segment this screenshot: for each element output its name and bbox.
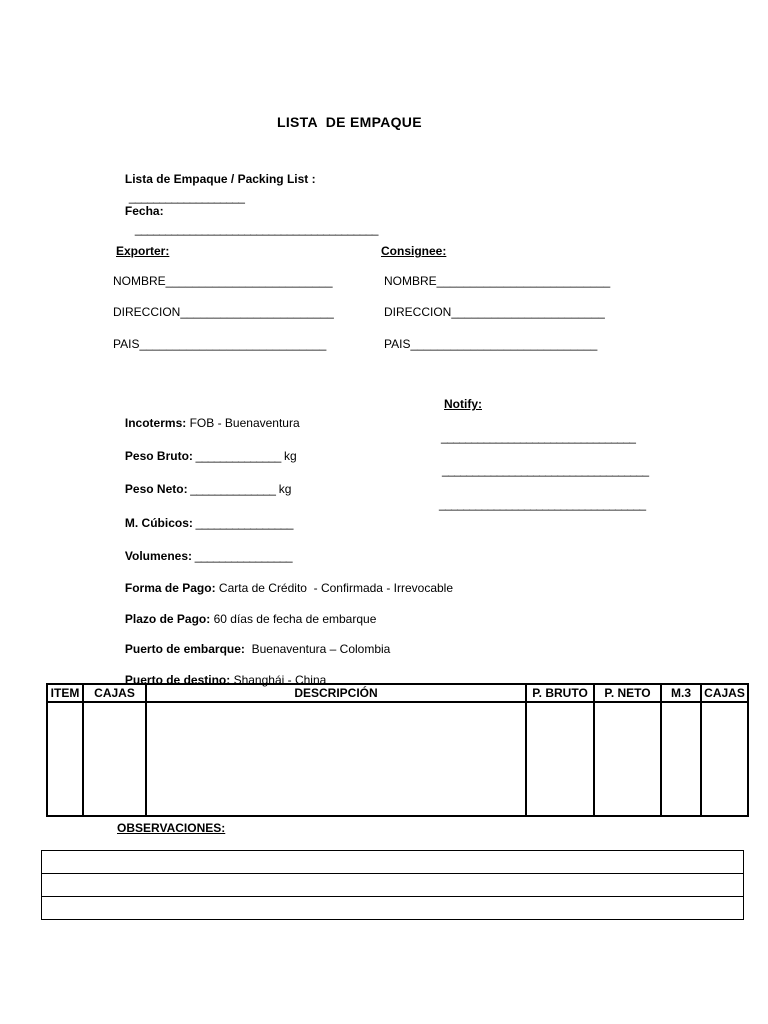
cell-descripcion[interactable] — [146, 702, 526, 816]
cell-cajas[interactable] — [83, 702, 146, 816]
header-cajas: CAJAS — [83, 684, 146, 702]
peso-neto-blank: ______________ — [187, 482, 276, 496]
puerto-embarque-label: Puerto de embarque: — [124, 642, 245, 656]
forma-pago-value: Carta de Crédito - Confirmada - Irrevocable — [215, 581, 454, 595]
consignee-heading: Consignee: — [381, 244, 447, 258]
volumenes-label: Volumenes: — [124, 549, 193, 563]
incoterms-value: FOB - Buenaventura — [186, 416, 300, 430]
fecha-field — [116, 184, 378, 238]
peso-neto-unit: kg — [275, 482, 292, 496]
puerto-destino-value: Shanghái - China — [230, 673, 327, 687]
cell-p-neto[interactable] — [594, 702, 661, 816]
peso-bruto-blank: ______________ — [192, 449, 281, 463]
peso-bruto-field — [116, 429, 297, 465]
notify-line-2: __________________________________ — [442, 463, 649, 477]
packing-list-blank: ___________________ — [128, 190, 245, 204]
header-cajas-2: CAJAS — [701, 684, 748, 702]
exporter-heading: Exporter: — [116, 244, 170, 258]
incoterms-label: Incoterms: — [124, 416, 187, 430]
peso-neto-field — [116, 462, 291, 498]
cell-p-bruto[interactable] — [526, 702, 594, 816]
items-table-header — [47, 684, 748, 702]
exporter-nombre: NOMBRE_________________________ — [113, 274, 333, 288]
fecha-label: Fecha: — [124, 204, 164, 218]
table-row — [47, 702, 748, 816]
puerto-destino-label: Puerto de destino: — [124, 673, 231, 687]
header-item: ITEM — [47, 684, 83, 702]
cell-m3[interactable] — [661, 702, 701, 816]
m-cubicos-field — [116, 496, 293, 532]
m-cubicos-label: M. Cúbicos: — [124, 516, 193, 530]
consignee-nombre: NOMBRE__________________________ — [384, 274, 611, 288]
incoterms-field — [116, 396, 300, 432]
exporter-direccion: DIRECCION_______________________ — [113, 305, 334, 319]
peso-bruto-label: Peso Bruto: — [124, 449, 193, 463]
header-p-bruto: P. BRUTO — [526, 684, 594, 702]
header-m3: M.3 — [661, 684, 701, 702]
observaciones-line[interactable] — [42, 874, 743, 897]
plazo-pago-value: 60 días de fecha de embarque — [210, 612, 377, 626]
fecha-blank: ________________________________________ — [134, 222, 378, 236]
observaciones-heading: OBSERVACIONES: — [117, 821, 226, 835]
observaciones-line[interactable] — [42, 851, 743, 874]
volumenes-field — [116, 529, 292, 565]
m-cubicos-blank: ________________ — [192, 516, 293, 530]
header-p-neto: P. NETO — [594, 684, 661, 702]
peso-bruto-unit: kg — [280, 449, 297, 463]
exporter-pais: PAIS____________________________ — [113, 337, 327, 351]
packing-list-label: Lista de Empaque / Packing List : — [124, 172, 316, 186]
items-table — [46, 683, 749, 817]
observaciones-box — [41, 850, 744, 920]
observaciones-line[interactable] — [42, 897, 743, 920]
volumenes-blank: ________________ — [192, 549, 292, 563]
puerto-embarque-value: Buenaventura – Colombia — [244, 642, 391, 656]
consignee-direccion: DIRECCION_______________________ — [384, 305, 605, 319]
peso-neto-label: Peso Neto: — [124, 482, 188, 496]
consignee-pais: PAIS____________________________ — [384, 337, 598, 351]
page-title: LISTA DE EMPAQUE — [277, 114, 422, 130]
plazo-pago-label: Plazo de Pago: — [124, 612, 211, 626]
cell-item[interactable] — [47, 702, 83, 816]
notify-line-3: __________________________________ — [439, 497, 646, 511]
header-descripcion: DESCRIPCIÓN — [146, 684, 526, 702]
notify-line-1: ________________________________ — [441, 430, 636, 444]
cell-cajas-2[interactable] — [701, 702, 748, 816]
forma-pago-label: Forma de Pago: — [124, 581, 216, 595]
notify-heading: Notify: — [444, 397, 482, 411]
